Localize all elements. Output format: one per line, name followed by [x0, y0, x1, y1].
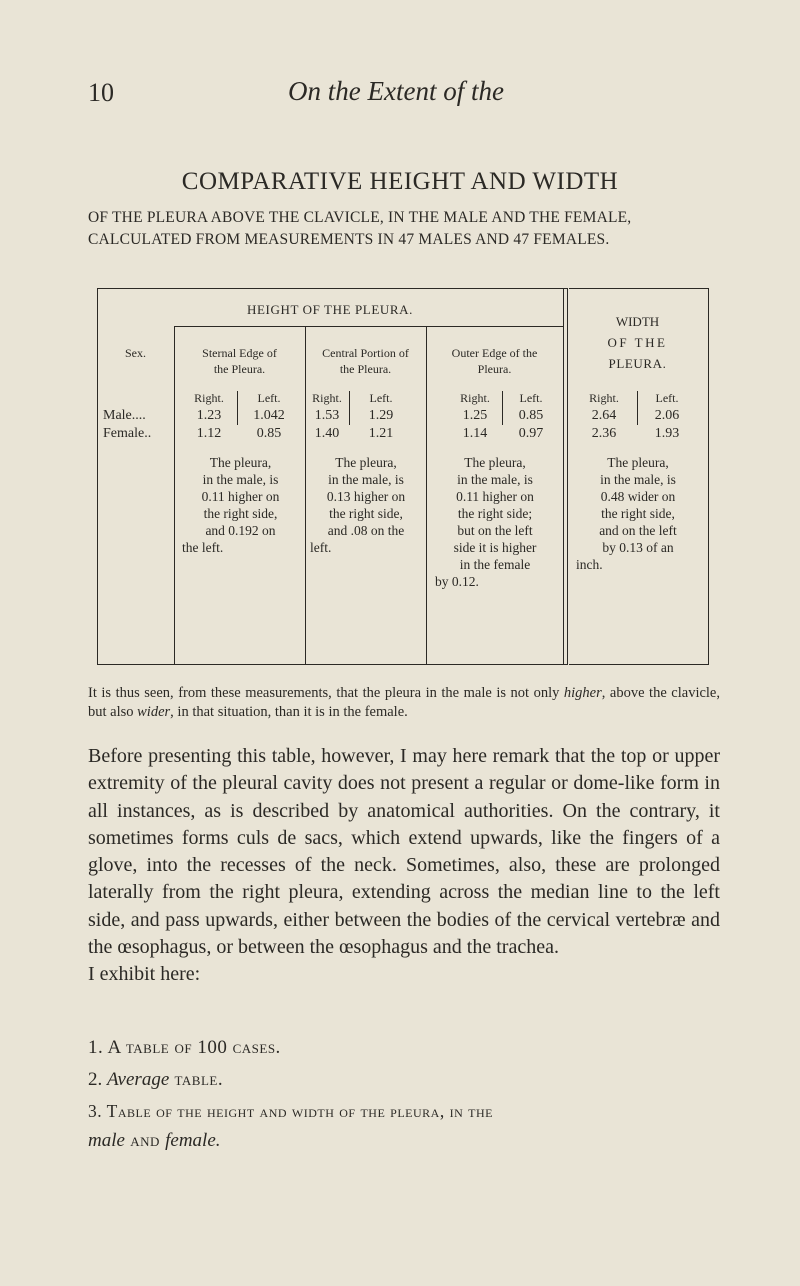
exhibit-3-line2: [88, 1130, 221, 1152]
g3-right-label: Right.: [460, 391, 490, 405]
note-line: in the female: [459, 557, 531, 572]
summary-text: [88, 684, 720, 722]
table-top-rule: [97, 288, 567, 289]
note-line: left.: [310, 540, 332, 555]
exhibit-3-female: female.: [165, 1130, 221, 1151]
note-line: The pleura,: [209, 455, 272, 470]
g3-female-left: 0.97: [518, 426, 544, 441]
table-title: COMPARATIVE HEIGHT AND WIDTH: [181, 168, 619, 195]
g1-female-left: 0.85: [256, 426, 282, 441]
g2-male-left: 1.29: [368, 408, 394, 423]
row-label-male: Male....: [103, 408, 146, 423]
exhibit-2-number: 2.: [88, 1069, 107, 1090]
value-divider-4: [637, 391, 638, 425]
table-top-rule-width: [569, 288, 709, 289]
col-divider-4a: [563, 288, 564, 665]
g3-left-label: Left.: [519, 391, 543, 405]
g2-female-left: 1.21: [368, 426, 394, 441]
g1-female-right: 1.12: [196, 426, 222, 441]
group3-header-line2: Pleura.: [477, 362, 512, 376]
note-line: in the male, is: [328, 472, 404, 487]
note-line: 0.13 higher on: [326, 489, 406, 504]
note-line: the right side,: [329, 506, 403, 521]
summary-emphasis-higher: higher: [563, 685, 602, 701]
width-header-line1: WIDTH: [615, 314, 660, 329]
g3-male-left: 0.85: [518, 408, 544, 423]
exhibit-3-male: male: [88, 1130, 125, 1151]
note-line: inch.: [576, 557, 603, 572]
table-subtitle: OF THE PLEURA ABOVE THE CLAVICLE, IN THE MALE AND THE FEMALE, CALCULATED FROM MEASUREMENTS IN 47 MALES AND 47 FEMALES.: [88, 209, 632, 248]
g4-female-left: 1.93: [654, 426, 680, 441]
note-line: in the male, is: [202, 472, 279, 487]
note-line: the left.: [182, 540, 224, 555]
exhibit-3-and: and: [124, 1130, 166, 1151]
exhibit-2-italic: Average: [107, 1069, 170, 1090]
table-bottom-rule-width: [569, 664, 709, 665]
exhibit-2-rest: table.: [169, 1069, 224, 1090]
group2-header-line2: the Pleura.: [339, 362, 392, 376]
g4-right-label: Right.: [589, 391, 619, 405]
g2-right-label: Right.: [312, 391, 342, 405]
group3-header-line1: Outer Edge of the: [451, 346, 538, 360]
summary-part: , above the clavicle, but also: [88, 685, 720, 720]
table-bottom-rule: [97, 664, 567, 665]
row-label-female: Female..: [103, 426, 152, 441]
g4-left-label: Left.: [655, 391, 679, 405]
width-header-line3: PLEURA.: [608, 356, 667, 371]
exhibit-1: 1. A table of 100 cases.: [88, 1037, 281, 1058]
paragraph-text: Before presenting this table, however, I may here remark that the top or upper extremity of the pleural cavity does not present a regular or dome-like form in all instances, as is described by anatomical authorities. On the contrary, it sometimes forms culs de sacs, which extend upwards, like the fingers of a glove, into the recesses of the neck. Sometimes, also, these are prolonged laterally from the right pleura, extending across the median line to the left side, and pass upwards, either between the bodies of the cervical vertebræ and the œsophagus, or between the œsophagus and the trachea.: [88, 745, 720, 959]
group2-header-line1: Central Portion of: [322, 346, 409, 360]
g2-note: [306, 454, 426, 556]
note-line: 0.11 higher on: [456, 489, 534, 504]
page-number: 10: [88, 78, 114, 107]
note-line: the right side;: [457, 506, 533, 521]
group1-header-line1: Sternal Edge of: [202, 346, 277, 360]
sex-header: Sex.: [125, 346, 146, 360]
g4-male-right: 2.64: [591, 408, 617, 423]
exhibit-intro: I exhibit here:: [88, 963, 201, 986]
g2-male-right: 1.53: [314, 408, 340, 423]
running-head: On the Extent of the: [288, 76, 504, 106]
body-paragraph: [88, 743, 720, 989]
g1-right-label: Right.: [194, 391, 224, 405]
g2-female-right: 1.40: [314, 426, 340, 441]
g3-note: [427, 454, 563, 590]
g4-female-right: 2.36: [591, 426, 617, 441]
g1-left-label: Left.: [257, 391, 281, 405]
note-line: The pleura,: [335, 455, 397, 470]
g4-male-left: 2.06: [654, 408, 680, 423]
summary-part: , in that situation, than it is in the female.: [170, 704, 408, 720]
note-line: side it is higher: [453, 540, 537, 555]
group1-header-line2: the Pleura.: [213, 362, 266, 376]
height-header: HEIGHT OF THE PLEURA.: [247, 302, 413, 317]
summary-part: It is thus seen, from these measurements, that the pleura in the male is not only: [88, 685, 564, 701]
g3-male-right: 1.25: [462, 408, 488, 423]
note-line: The pleura,: [464, 455, 526, 470]
note-line: in the male, is: [600, 472, 676, 487]
g1-note: [176, 454, 305, 556]
exhibit-2: [88, 1069, 223, 1091]
summary-emphasis-wider: wider: [137, 704, 171, 720]
note-line: in the male, is: [457, 472, 533, 487]
note-line: and .08 on the: [327, 523, 405, 538]
height-header-rule: [174, 326, 563, 327]
g1-male-right: 1.23: [196, 408, 222, 423]
note-line: and on the left: [599, 523, 677, 538]
note-line: and 0.192 on: [205, 523, 276, 538]
pleura-table: [97, 288, 709, 665]
note-line: but on the left: [457, 523, 533, 538]
note-line: the right side,: [203, 506, 278, 521]
note-line: by 0.12.: [435, 574, 479, 589]
value-divider-3: [502, 391, 503, 425]
note-line: 0.11 higher on: [201, 489, 280, 504]
g1-male-left: 1.042: [253, 408, 285, 423]
table-right-border: [708, 288, 709, 665]
note-line: the right side,: [601, 506, 675, 521]
note-line: The pleura,: [607, 455, 669, 470]
value-divider-1: [237, 391, 238, 425]
g2-left-label: Left.: [369, 391, 393, 405]
g4-note: [568, 454, 708, 573]
note-line: by 0.13 of an: [602, 540, 674, 555]
g3-female-right: 1.14: [462, 426, 488, 441]
exhibit-3-line1: 3. Table of the height and width of the pleura, in the: [88, 1101, 493, 1121]
note-line: 0.48 wider on: [600, 489, 676, 504]
width-header-line2: OF THE: [607, 335, 668, 350]
